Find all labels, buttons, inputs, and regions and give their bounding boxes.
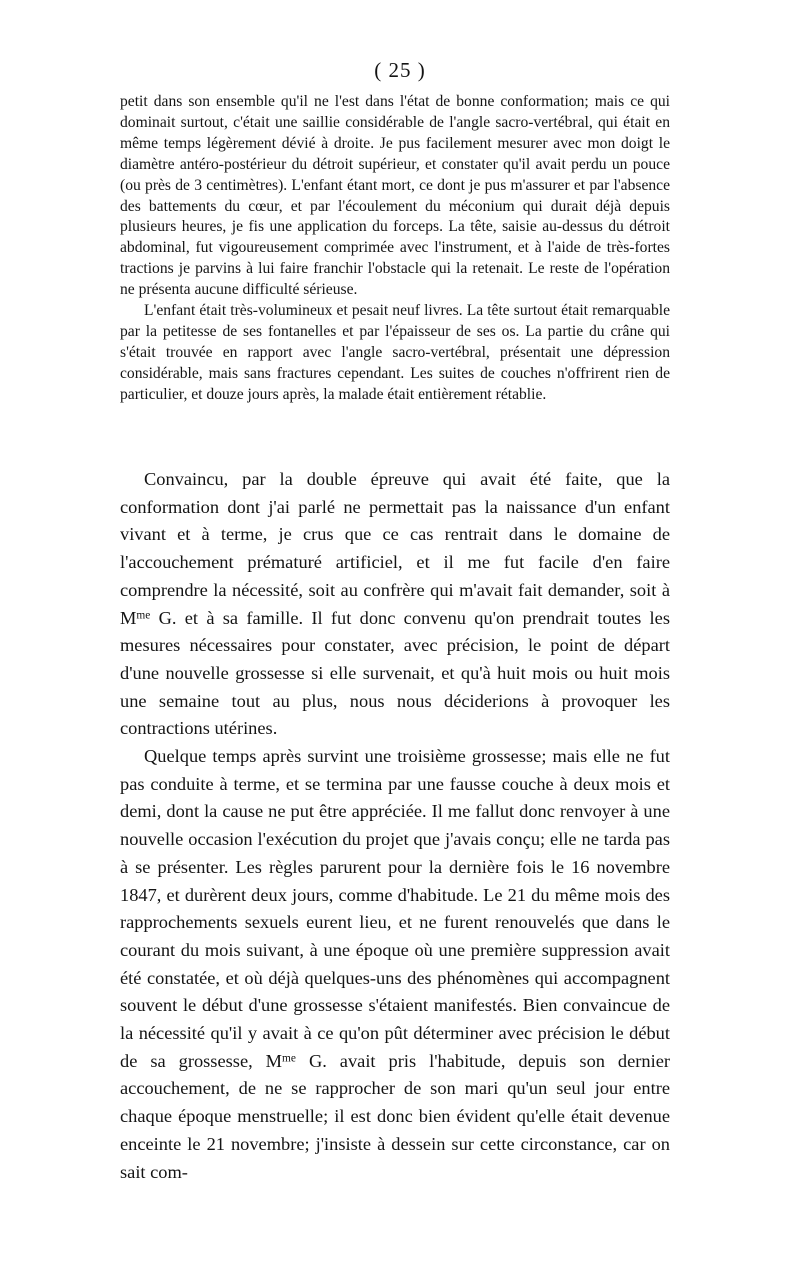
paragraph-child-description: L'enfant était très-volumineux et pesait neuf livres. La tête surtout était remarquable par la petitesse de ses fontanelles et par l'épaisseur de ses os. La partie du crâne qui s'était trouvée en rapport avec l'angle sacro-vertébral, présentait une dépression considérable, mais sans fractures cependant. Les suites de couches n'offrirent rien de particulier, et douze jours après, la malade était entièrement rétablie.: [120, 302, 670, 403]
main-text-section: [120, 466, 670, 1186]
paragraph-conviction: Convaincu, par la double épreuve qui avait été faite, que la conformation dont j'ai parlé ne permettait pas la naissance d'un enfant vivant et à terme, je crus que ce cas rentrait dans le domaine de l'accouchement prématuré artificiel, et il me fut facile d'en faire comprendre la nécessité, soit au confrère qui m'avait fait demander, soit à $M^{me}$ G. et à sa famille. Il fut donc convenu qu'on prendrait toutes les mesures nécessaires pour constater, avec précision, le point de départ d'une nouvelle grossesse si elle survenait, et qu'à huit mois ou huit mois une semaine tout au plus, nous nous déciderions à provoquer les contractions utérines.: [120, 469, 670, 739]
page-number: ( 25 ): [374, 58, 426, 82]
small-print-section: [120, 92, 670, 406]
paragraph-continuation: petit dans son ensemble qu'il ne l'est dans l'état de bonne conformation; mais ce qui dominait surtout, c'était une saillie considérable de l'angle sacro-vertébral, qui était en même temps légèrement dévié à droite. Je pus facilement mesurer avec mon doigt le diamètre antéro-postérieur du détroit supérieur, et constater qu'il avait perdu un pouce (ou près de 3 centimètres). L'enfant étant mort, ce dont je pus m'assurer et par l'absence des battements du cœur, et par l'écoulement du méconium qui durait déjà depuis plusieurs heures, je fis une application du forceps. La tête, saisie au-dessus du détroit abdominal, fut vigoureusement comprimée avec l'instrument, et à l'aide de très-fortes tractions je parvins à lui faire franchir l'obstacle qui la retenait. Le reste de l'opération ne présenta aucune difficulté sérieuse.: [120, 93, 670, 299]
paragraph-third-pregnancy: Quelque temps après survint une troisième grossesse; mais elle ne fut pas conduite à terme, et se termina par une fausse couche à deux mois et demi, dont la cause ne put être appréciée. Il me fallut donc renvoyer à une nouvelle occasion l'exécution du projet que j'avais conçu; elle ne tarda pas à se présenter. Les règles parurent pour la dernière fois le 16 novembre 1847, et durèrent deux jours, comme d'habitude. Le 21 du même mois des rapprochements sexuels eurent lieu, et ne furent renouvelés que dans le courant du mois suivant, à une époque où une première suppression avait été constatée, et où déjà quelques-uns des phénomènes qui accompagnent souvent le début d'une grossesse s'étaient manifestés. Bien convaincue de la nécessité qu'il y avait à ce qu'on pût déterminer avec précision le début de sa grossesse, $M^{me}$ G. avait pris l'habitude, depuis son dernier accouchement, de ne se rapprocher de son mari qu'un seul jour entre chaque époque menstruelle; il est donc bien évident qu'elle était devenue enceinte le 21 novembre; j'insiste à dessein sur cette circonstance, car on sait com-: [120, 746, 671, 1182]
